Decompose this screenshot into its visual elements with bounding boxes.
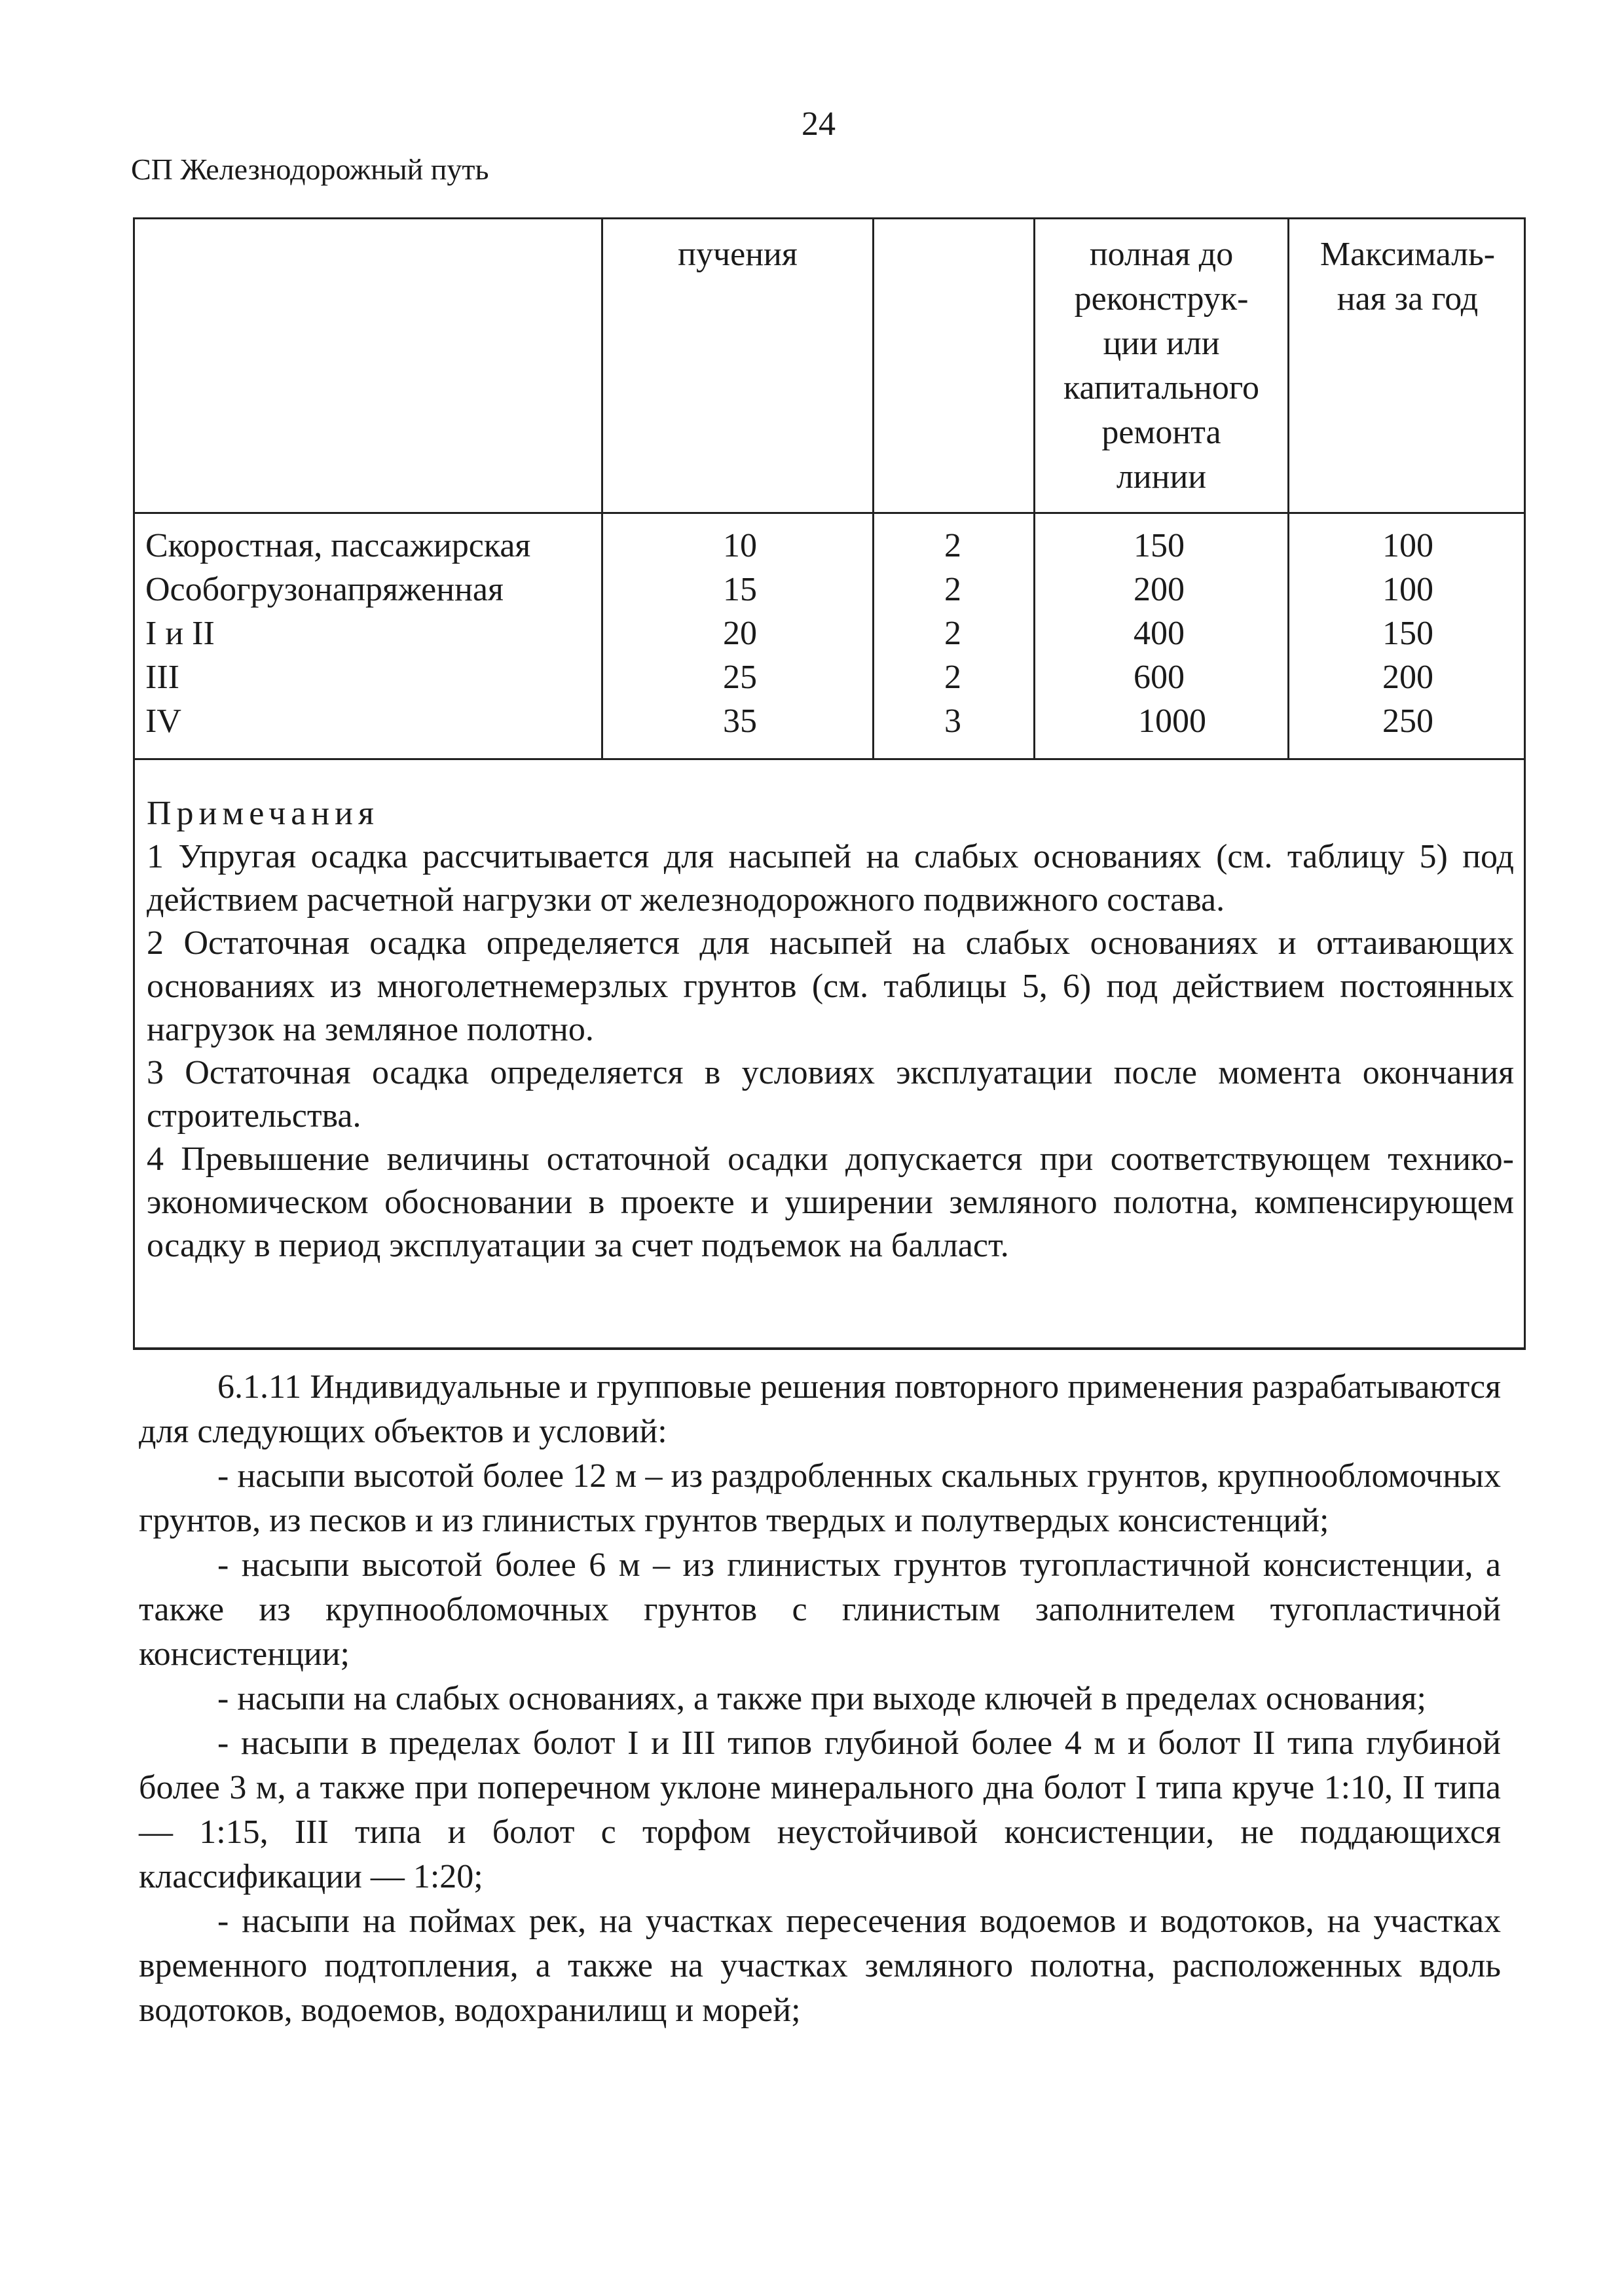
row-label: III xyxy=(145,659,179,696)
table-cell: 2 xyxy=(944,659,961,696)
col-header-full: полная до реконструк- ции или капитального ремонта линии xyxy=(1063,236,1259,496)
table-cell: 1000 xyxy=(1138,702,1206,740)
table-cell: 20 xyxy=(723,615,757,652)
col-header-max-year: Максималь- ная за год xyxy=(1320,236,1496,318)
table-cell: 15 xyxy=(723,571,757,608)
page-number: 24 xyxy=(802,105,836,143)
note-item: 4 Превышение величины остаточной осадки допускается при соответствующем технико-экономическом обосновании в проекте и уширении земляного полотна, компенсирующем осадку в период эксплуатации за счет подъемок на балласт. xyxy=(147,1140,1514,1264)
note-item: 1 Упругая осадка рассчитывается для насыпей на слабых основаниях (см. таблицу 5) под действием расчетной нагрузки от железнодорожного подвижного состава. xyxy=(147,838,1514,919)
table-cell: 100 xyxy=(1382,571,1433,608)
col-divider-2 xyxy=(872,217,874,759)
running-header: СП Железнодорожный путь xyxy=(131,153,489,186)
table-cell: 100 xyxy=(1382,527,1433,564)
table-cell: 250 xyxy=(1382,702,1433,740)
table-cell: 400 xyxy=(1134,615,1185,652)
table-cell: 35 xyxy=(723,702,757,740)
col-divider-1 xyxy=(601,217,603,759)
note-item: 2 Остаточная осадка определяется для насыпей на слабых основаниях и оттаивающих основаниях из многолетнемерзлых грунтов (см. таблицы 5, 6) под действием постоянных нагрузок на земляное полотно. xyxy=(147,924,1514,1048)
table-cell: 150 xyxy=(1134,527,1185,564)
list-item: - насыпи высотой более 12 м – из раздробленных скальных грунтов, крупнообломочных грунтов, из песков и из глинистых грунтов твердых и полутвердых консистенций; xyxy=(139,1457,1501,1539)
table-cell: 600 xyxy=(1134,659,1185,696)
section-body xyxy=(139,1365,1501,2033)
table-bottom-rule xyxy=(133,1347,1526,1350)
row-label: I и II xyxy=(145,615,215,652)
table-cell: 2 xyxy=(944,615,961,652)
notes-title: Примечания xyxy=(147,795,379,832)
list-item: - насыпи на слабых основаниях, а также при выходе ключей в пределах основания; xyxy=(217,1680,1426,1717)
data-rule xyxy=(133,758,1526,760)
col-header-heave: пучения xyxy=(678,236,798,273)
list-item: - насыпи в пределах болот I и III типов глубиной более 4 м и болот II типа глубиной более 3 м, а также при поперечном уклоне минерального дна болот I типа круче 1:10, II типа— 1:15, III типа и болот с торфом неустойчивой консистенции, не поддающихся классификации — 1:20; xyxy=(139,1724,1501,1895)
row-label: Скоростная, пассажирская xyxy=(145,527,531,564)
table-cell: 200 xyxy=(1382,659,1433,696)
list-item: - насыпи на поймах рек, на участках пересечения водоемов и водотоков, на участках временного подтопления, а также на участках земляного полотна, расположенных вдоль водотоков, водоемов, водохранилищ и морей; xyxy=(139,1903,1501,2029)
header-rule xyxy=(133,512,1526,514)
table-cell: 2 xyxy=(944,571,961,608)
table-cell: 10 xyxy=(723,527,757,564)
table-cell: 2 xyxy=(944,527,961,564)
list-item: - насыпи высотой более 6 м – из глинистых грунтов тугопластичной консистенции, а также из крупнообломочных грунтов с глинистым заполнителем тугопластичной консистенции; xyxy=(139,1546,1501,1673)
row-label: Особогрузонапряженная xyxy=(145,571,504,608)
table-cell: 200 xyxy=(1134,571,1185,608)
table-cell: 150 xyxy=(1382,615,1433,652)
table-cell: 25 xyxy=(723,659,757,696)
note-item: 3 Остаточная осадка определяется в условиях эксплуатации после момента окончания строительства. xyxy=(147,1054,1514,1135)
section-intro: 6.1.11 Индивидуальные и групповые решения повторного применения разрабатываются для следующих объектов и условий: xyxy=(139,1368,1501,1450)
row-label: IV xyxy=(145,702,181,740)
table-notes xyxy=(147,792,1514,1267)
table-cell: 3 xyxy=(944,702,961,740)
